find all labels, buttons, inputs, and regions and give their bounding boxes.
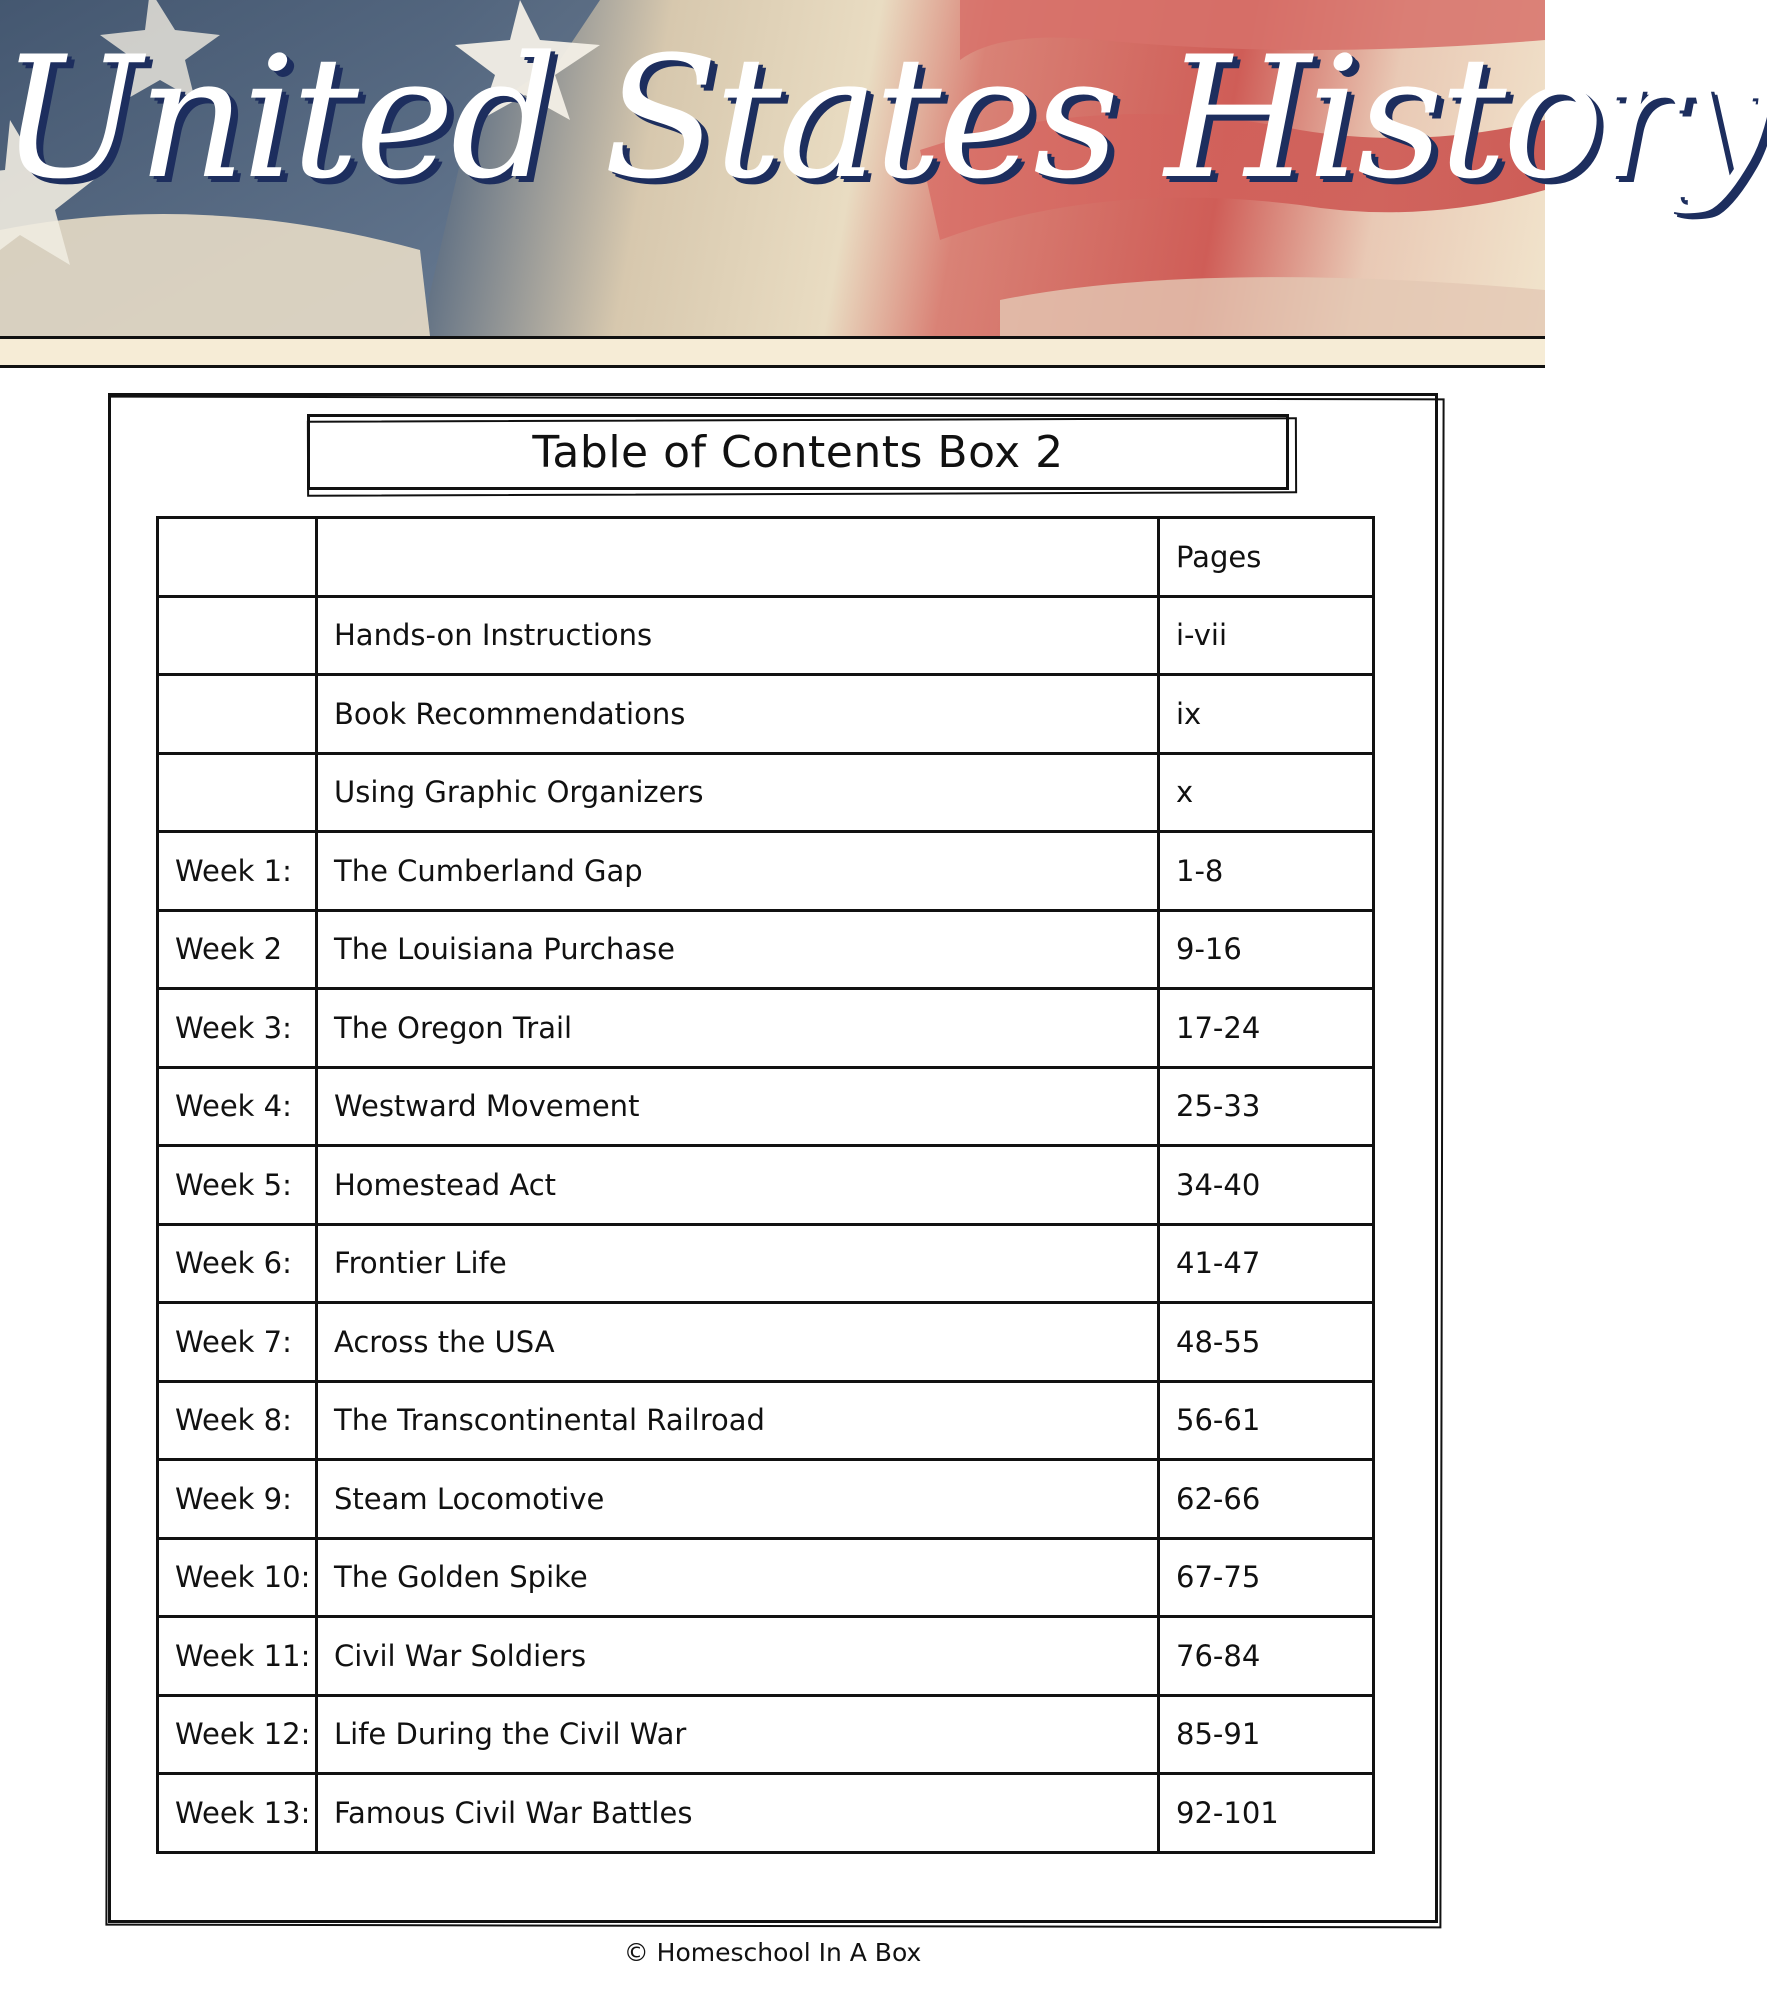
- week-cell: Week 5:: [158, 1146, 317, 1225]
- header-topic-cell: [317, 518, 1159, 597]
- pages-cell: 9-16: [1159, 910, 1374, 989]
- topic-cell: Civil War Soldiers: [317, 1617, 1159, 1696]
- pages-cell: 25-33: [1159, 1067, 1374, 1146]
- topic-cell: The Transcontinental Railroad: [317, 1381, 1159, 1460]
- pages-cell: 1-8: [1159, 832, 1374, 911]
- topic-cell: Famous Civil War Battles: [317, 1774, 1159, 1853]
- week-cell: Week 9:: [158, 1460, 317, 1539]
- pages-cell: 76-84: [1159, 1617, 1374, 1696]
- week-cell: Week 11:: [158, 1617, 317, 1696]
- table-row: [158, 1067, 1374, 1146]
- topic-cell: Book Recommendations: [317, 675, 1159, 754]
- topic-cell: Steam Locomotive: [317, 1460, 1159, 1539]
- week-cell: [158, 675, 317, 754]
- table-row: [158, 1460, 1374, 1539]
- week-cell: Week 8:: [158, 1381, 317, 1460]
- banner-divider: [0, 336, 1545, 368]
- week-cell: Week 6:: [158, 1224, 317, 1303]
- pages-cell: 34-40: [1159, 1146, 1374, 1225]
- pages-cell: 92-101: [1159, 1774, 1374, 1853]
- topic-cell: Homestead Act: [317, 1146, 1159, 1225]
- table-row: [158, 753, 1374, 832]
- table-row: [158, 1224, 1374, 1303]
- header-banner: [0, 0, 1767, 336]
- table-row: [158, 1617, 1374, 1696]
- pages-cell: 41-47: [1159, 1224, 1374, 1303]
- table-header-row: [158, 518, 1374, 597]
- week-cell: Week 7:: [158, 1303, 317, 1382]
- topic-cell: Westward Movement: [317, 1067, 1159, 1146]
- table-row: [158, 989, 1374, 1068]
- header-week-cell: [158, 518, 317, 597]
- week-cell: Week 2: [158, 910, 317, 989]
- topic-cell: Across the USA: [317, 1303, 1159, 1382]
- topic-cell: The Golden Spike: [317, 1538, 1159, 1617]
- week-cell: Week 13:: [158, 1774, 317, 1853]
- copyright-footer: © Homeschool In A Box: [623, 1938, 922, 1967]
- week-cell: Week 12:: [158, 1695, 317, 1774]
- week-cell: Week 10:: [158, 1538, 317, 1617]
- week-cell: Week 3:: [158, 989, 317, 1068]
- week-cell: Week 4:: [158, 1067, 317, 1146]
- header-pages-cell: Pages: [1159, 518, 1374, 597]
- topic-cell: Life During the Civil War: [317, 1695, 1159, 1774]
- table-row: [158, 1774, 1374, 1853]
- topic-cell: Using Graphic Organizers: [317, 753, 1159, 832]
- pages-cell: 48-55: [1159, 1303, 1374, 1382]
- table-row: [158, 596, 1374, 675]
- pages-cell: 56-61: [1159, 1381, 1374, 1460]
- table-row: [158, 1381, 1374, 1460]
- heading-box: [307, 414, 1289, 490]
- table-row: [158, 1695, 1374, 1774]
- table-row: [158, 1146, 1374, 1225]
- banner-title: United States History: [0, 20, 1767, 216]
- topic-cell: The Oregon Trail: [317, 989, 1159, 1068]
- table-row: [158, 1303, 1374, 1382]
- table-row: [158, 675, 1374, 754]
- pages-cell: ix: [1159, 675, 1374, 754]
- week-cell: Week 1:: [158, 832, 317, 911]
- pages-cell: x: [1159, 753, 1374, 832]
- topic-cell: The Louisiana Purchase: [317, 910, 1159, 989]
- table-row: [158, 832, 1374, 911]
- page-title: Table of Contents Box 2: [532, 426, 1064, 478]
- table-row: [158, 910, 1374, 989]
- pages-cell: 85-91: [1159, 1695, 1374, 1774]
- week-cell: [158, 596, 317, 675]
- topic-cell: Frontier Life: [317, 1224, 1159, 1303]
- pages-cell: i-vii: [1159, 596, 1374, 675]
- topic-cell: The Cumberland Gap: [317, 832, 1159, 911]
- pages-cell: 17-24: [1159, 989, 1374, 1068]
- week-cell: [158, 753, 317, 832]
- pages-cell: 67-75: [1159, 1538, 1374, 1617]
- table-row: [158, 1538, 1374, 1617]
- topic-cell: Hands-on Instructions: [317, 596, 1159, 675]
- pages-cell: 62-66: [1159, 1460, 1374, 1539]
- contents-table: [156, 516, 1375, 1854]
